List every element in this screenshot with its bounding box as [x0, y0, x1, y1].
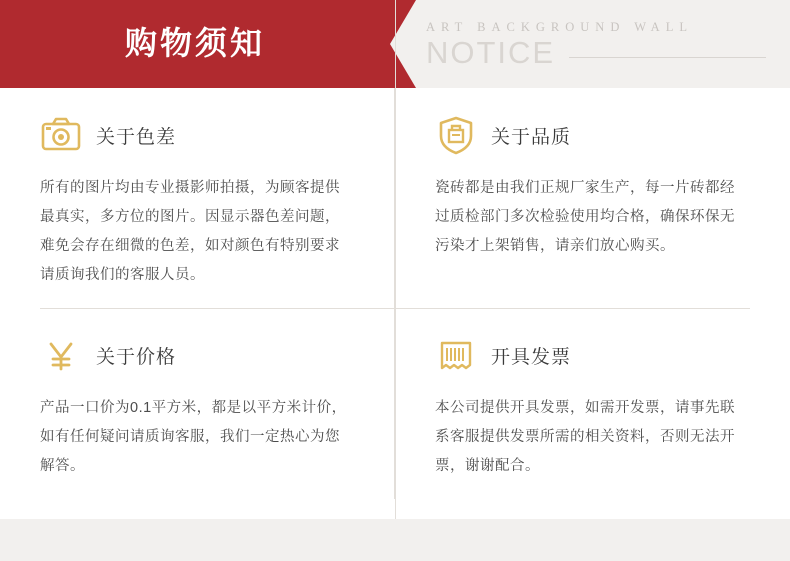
notice-item-quality	[395, 88, 790, 308]
notice-item-title: 开具发票	[491, 346, 572, 368]
header-rule-divider	[569, 57, 766, 58]
header-notch-bottom-icon	[390, 44, 416, 88]
column-divider	[395, 0, 396, 519]
page-title: 购物须知	[124, 25, 265, 61]
header-subtitle: ART BACKGROUND WALL	[426, 20, 693, 34]
header-notice-text: NOTICE	[426, 35, 556, 70]
header-subtitle-block	[390, 0, 790, 88]
header-title-block	[0, 0, 390, 88]
notice-item-invoice	[395, 308, 790, 499]
invoice-icon	[435, 334, 477, 376]
notice-item-color	[0, 88, 395, 308]
notice-item-price	[0, 308, 395, 499]
notice-item-body: 所有的图片均由专业摄影师拍摄，为顾客提供最真实，多方位的图片。因显示器色差问题，难免会存在细微的色差，如对颜色有特别要求请质询我们的客服人员。	[40, 180, 340, 283]
notice-item-body: 本公司提供开具发票，如需开发票，请事先联系客服提供发票所需的相关资料，否则无法开票，谢谢配合。	[435, 400, 735, 474]
header-notch-top-icon	[390, 0, 416, 44]
camera-icon	[40, 114, 82, 156]
header-notice-row	[426, 37, 790, 68]
notice-item-header	[435, 112, 746, 158]
yuan-price-icon	[40, 334, 82, 376]
notice-item-title: 关于价格	[96, 346, 177, 368]
notice-item-body: 产品一口价为0.1平方米，都是以平方米计价，如有任何疑问请质询客服，我们一定热心为您解答。	[40, 400, 347, 474]
notice-item-header	[40, 332, 350, 378]
notice-item-header	[435, 332, 746, 378]
footer-strip	[0, 519, 790, 561]
shield-quality-icon	[435, 114, 477, 156]
notice-item-header	[40, 112, 350, 158]
notice-item-title: 关于色差	[96, 126, 177, 148]
notice-item-title: 关于品质	[491, 126, 572, 148]
notice-item-body: 瓷砖都是由我们正规厂家生产，每一片砖都经过质检部门多次检验使用均合格，确保环保无污染才上架销售，请亲们放心购买。	[435, 180, 735, 254]
